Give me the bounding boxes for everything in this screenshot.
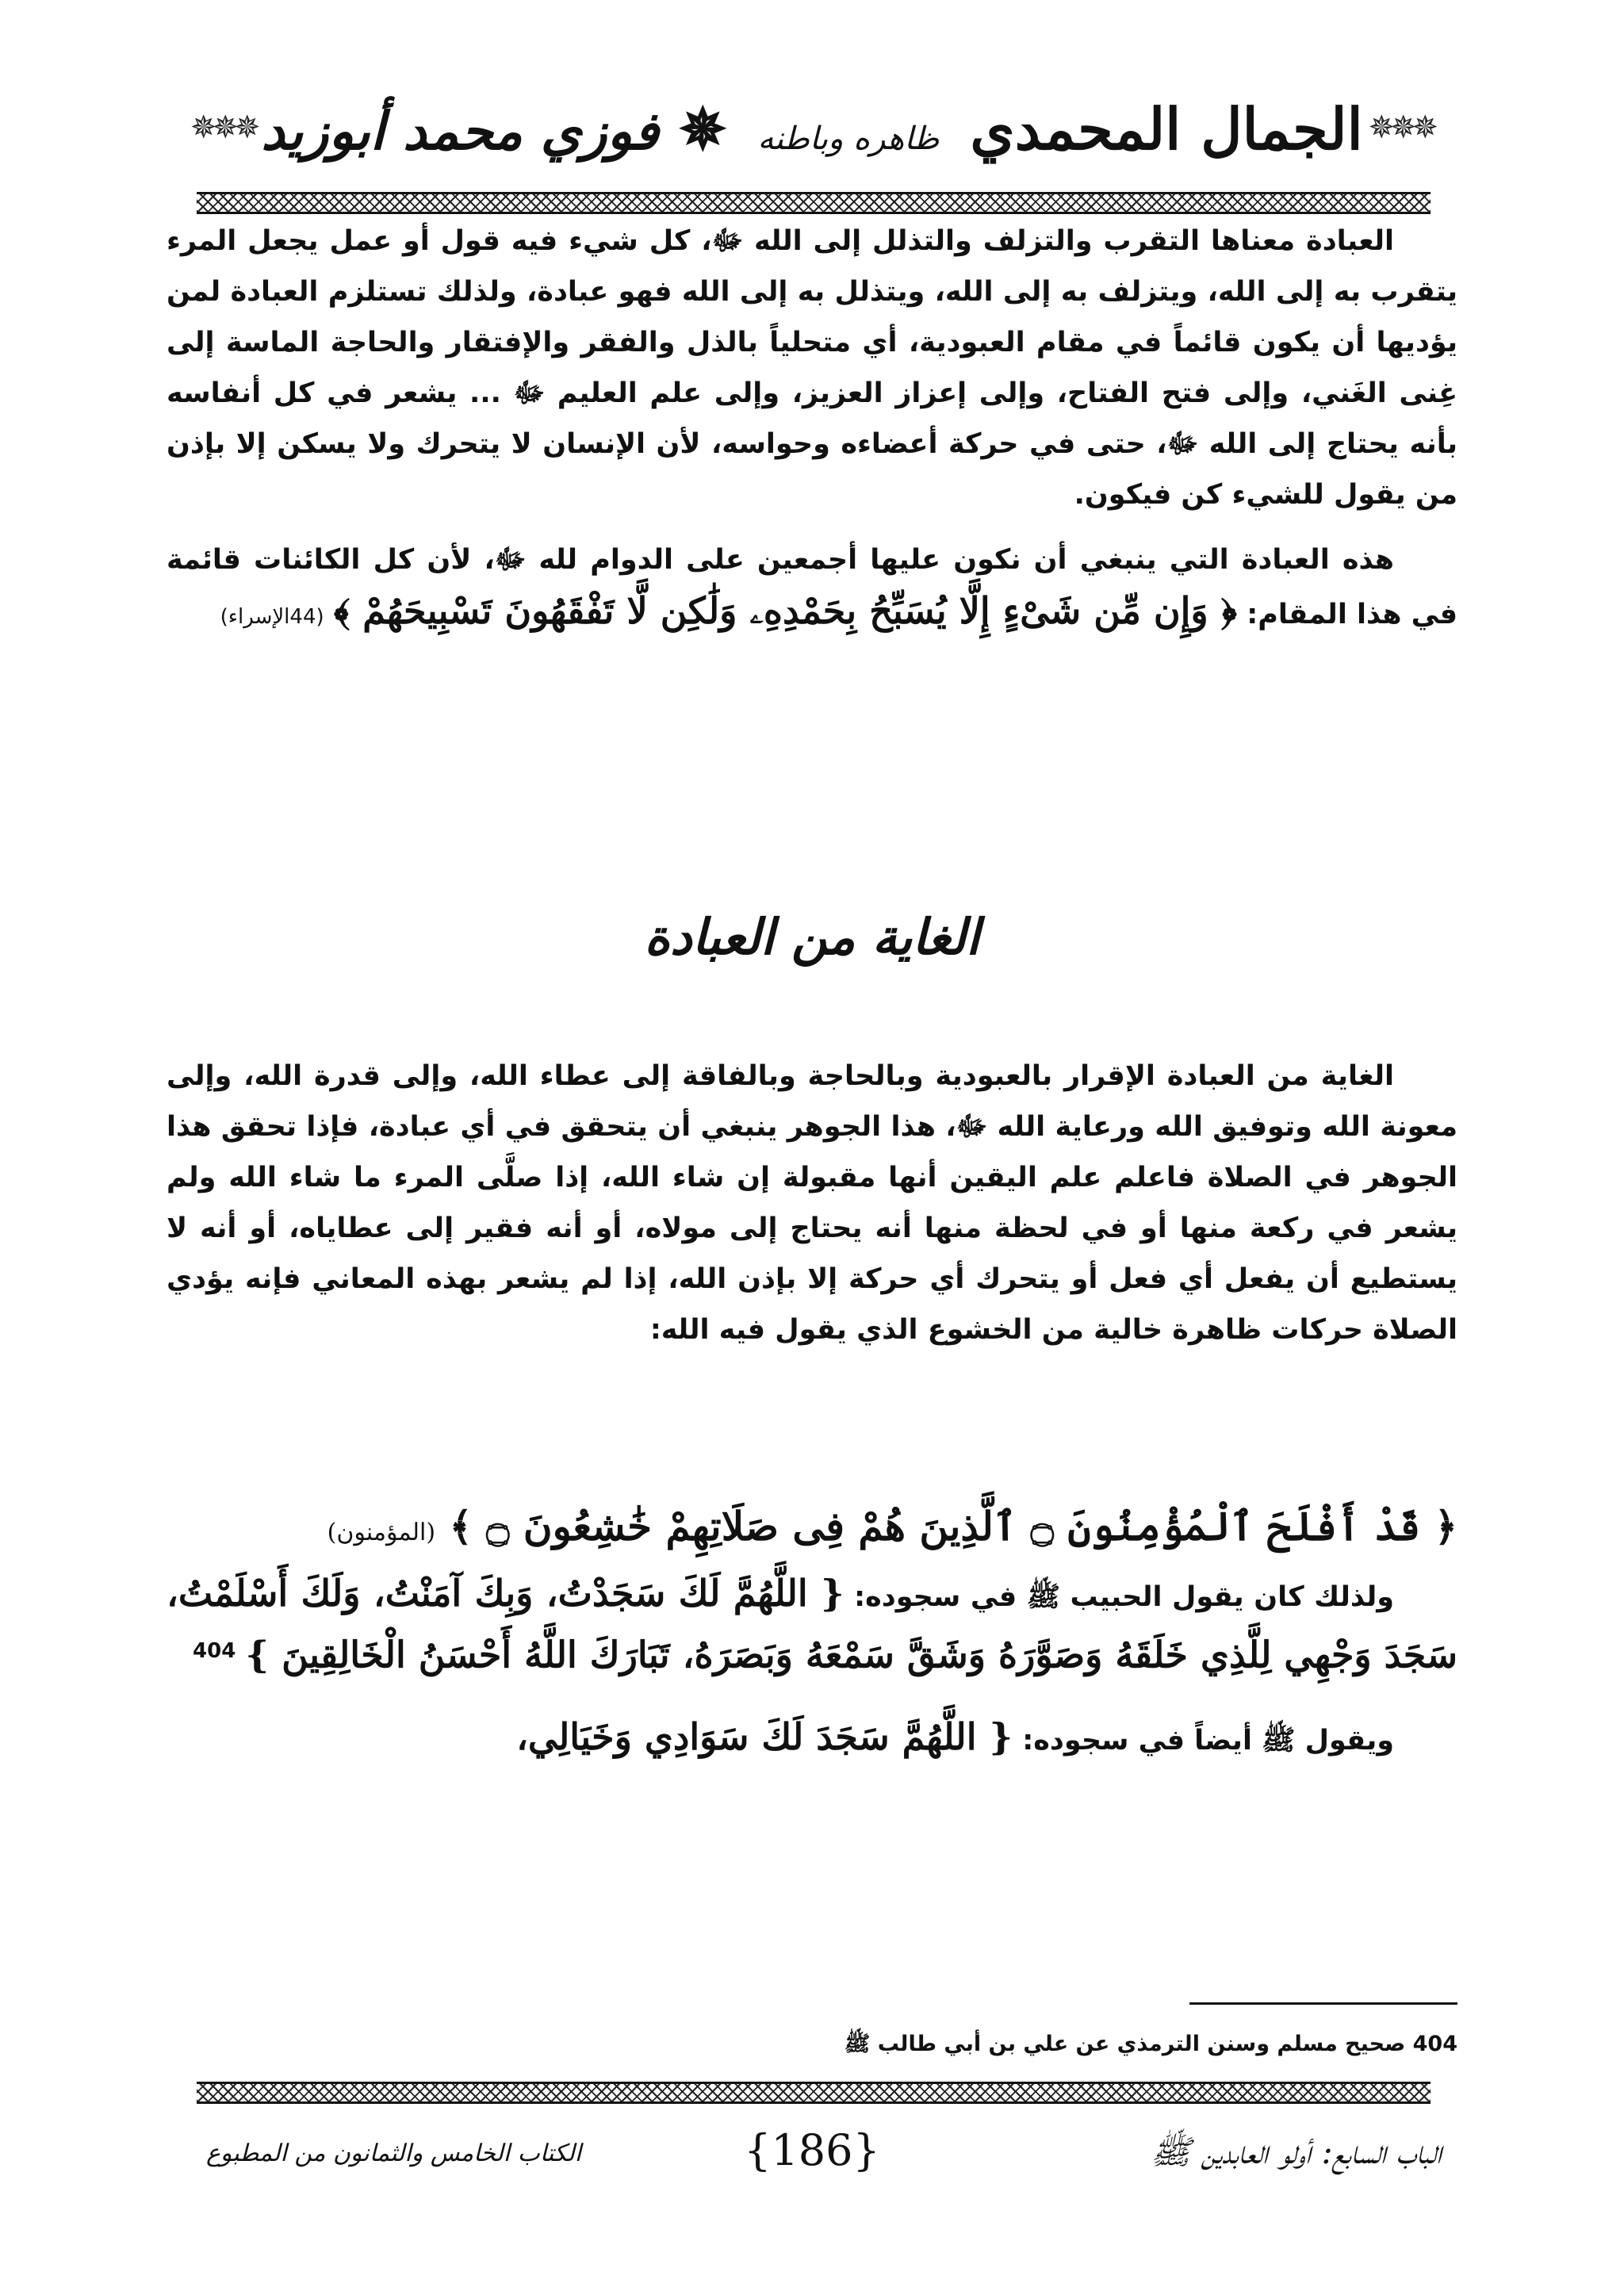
footnote-reference: 404: [193, 1639, 236, 1663]
ornament-icon: ✵✵✵: [190, 109, 256, 146]
hadith-text: { اللَّهُمَّ سَجَدَ لَكَ سَوَادِي وَخَيَالِي،: [516, 1714, 1013, 1758]
footer-border: [197, 2082, 1431, 2104]
paragraph-text: ولذلك كان يقول الحبيب ﷺ في سجوده:: [844, 1581, 1394, 1613]
book-title: [167, 86, 1457, 182]
verse-reference: (44الإسراء): [220, 605, 324, 629]
main-text: [167, 216, 1457, 642]
main-text-2: [167, 1051, 1457, 1355]
header-border: [197, 192, 1431, 214]
ornament-icon: ✵✵✵: [1368, 109, 1434, 146]
quran-verse-line: [167, 1495, 1457, 1565]
paragraph: [167, 1566, 1457, 1686]
section-title: الغاية من العبادة: [644, 908, 980, 966]
paragraph: الغاية من العبادة الإقرار بالعبودية وبالحاجة وبالفاقة إلى عطاء الله، وإلى قدرة الله، وإلى معونة الله وتوفيق الله ورعاية الله ﷻ، هذا الجوهر ينبغي أن يتحقق في أي عبادة، فإذا تحقق هذا الجوهر في الصلاة فاعلم علم اليقين أنها مقبولة إن شاء الله، إذا صلَّى المرء ما شاء الله ولم يشعر في ركعة منها أو في لحظة منها أنه يحتاج إلى مولاه، أو أنه فقير إلى عطاياه، أو أنه لا يستطيع أن يفعل أي فعل أو يتحرك أي حركة إلا بإذن الله، إذا لم يشعر بهذه المعاني فإنه يؤدي الصلاة حركات ظاهرة خالية من الخشوع الذي يقول فيه الله:: [167, 1060, 1457, 1346]
quran-verse: ﴿ قَدْ أَفْلَحَ ٱلْمُؤْمِنُونَ ۝ ٱلَّذِينَ هُمْ فِى صَلَاتِهِمْ خَٰشِعُونَ ۝ ﴾: [449, 1503, 1457, 1550]
footnote: 404 صحيح مسلم وسنن الترمذي عن علي بن أبي طالب ﷺ: [844, 2032, 1457, 2056]
ornament-icon: ✵: [679, 95, 727, 163]
paragraph: [167, 1710, 1457, 1768]
page-footer: [167, 2125, 1457, 2189]
chapter-title: الباب السابع: أولو العابدين ﷺ: [1150, 2132, 1442, 2171]
paragraph-text: ويقول ﷺ أيضاً في سجوده:: [1013, 1724, 1394, 1757]
quran-verse: ﴿ وَإِن مِّن شَىْءٍ إِلَّا يُسَبِّحُ بِحَمْدِهِۦ وَلَٰكِن لَّا تَفْقَهُونَ تَسْبِيحَهُمْ ﴾: [333, 589, 1238, 632]
book-subtitle: ظاهره وباطنه: [757, 121, 940, 157]
author-name: فوزي محمد أبوزيد: [261, 100, 659, 162]
book-title-main: الجمال المحمدي: [970, 95, 1363, 163]
footnote-divider: [1189, 2002, 1457, 2005]
paragraph-text: هذه العبادة التي ينبغي أن نكون عليها أجمعين على الدوام لله ﷻ، لأن كل الكائنات قائمة في هذا المقام:: [167, 544, 1457, 630]
hadith-text: { اللَّهُمَّ لَكَ سَجَدْتُ، وَبِكَ آمَنْتُ، وَلَكَ أَسْلَمْتُ، سَجَدَ وَجْهِي لِلَّذِي خَلَقَهُ وَصَوَّرَهُ وَشَقَّ سَمْعَهُ وَبَصَرَهُ، تَبَارَكَ اللَّهُ أَحْسَنُ الْخَالِقِينَ }: [167, 1572, 1457, 1676]
page-number: {186}: [744, 2125, 880, 2175]
paragraph: [167, 534, 1457, 642]
paragraph: العبادة معناها التقرب والتزلف والتذلل إلى الله ﷻ، كل شيء فيه قول أو عمل يجعل المرء يتقرب به إلى الله، ويتزلف به إلى الله، ويتذلل به إلى الله فهو عبادة، ولذلك تستلزم العبادة لمن يؤديها أن يكون قائماً في مقام العبودية، أي متحلياً بالذل والفقر والإفتقار والحاجة الماسة إلى غِنى الغَني، وإلى فتح الفتاح، وإلى إعزاز العزيز، وإلى علم العليم ﷻ ... يشعر في كل أنفاسه بأنه يحتاج إلى الله ﷻ، حتى في حركة أعضاءه وحواسه، لأن الإنسان لا يتحرك ولا يسكن إلا بإذن من يقول للشيء كن فيكون.: [167, 225, 1457, 511]
page-header: [167, 79, 1457, 198]
book-series: الكتاب الخامس والثمانون من المطبوع: [206, 2140, 582, 2167]
main-text-3: [167, 1566, 1457, 1768]
verse-reference: (المؤمنون): [327, 1519, 436, 1546]
